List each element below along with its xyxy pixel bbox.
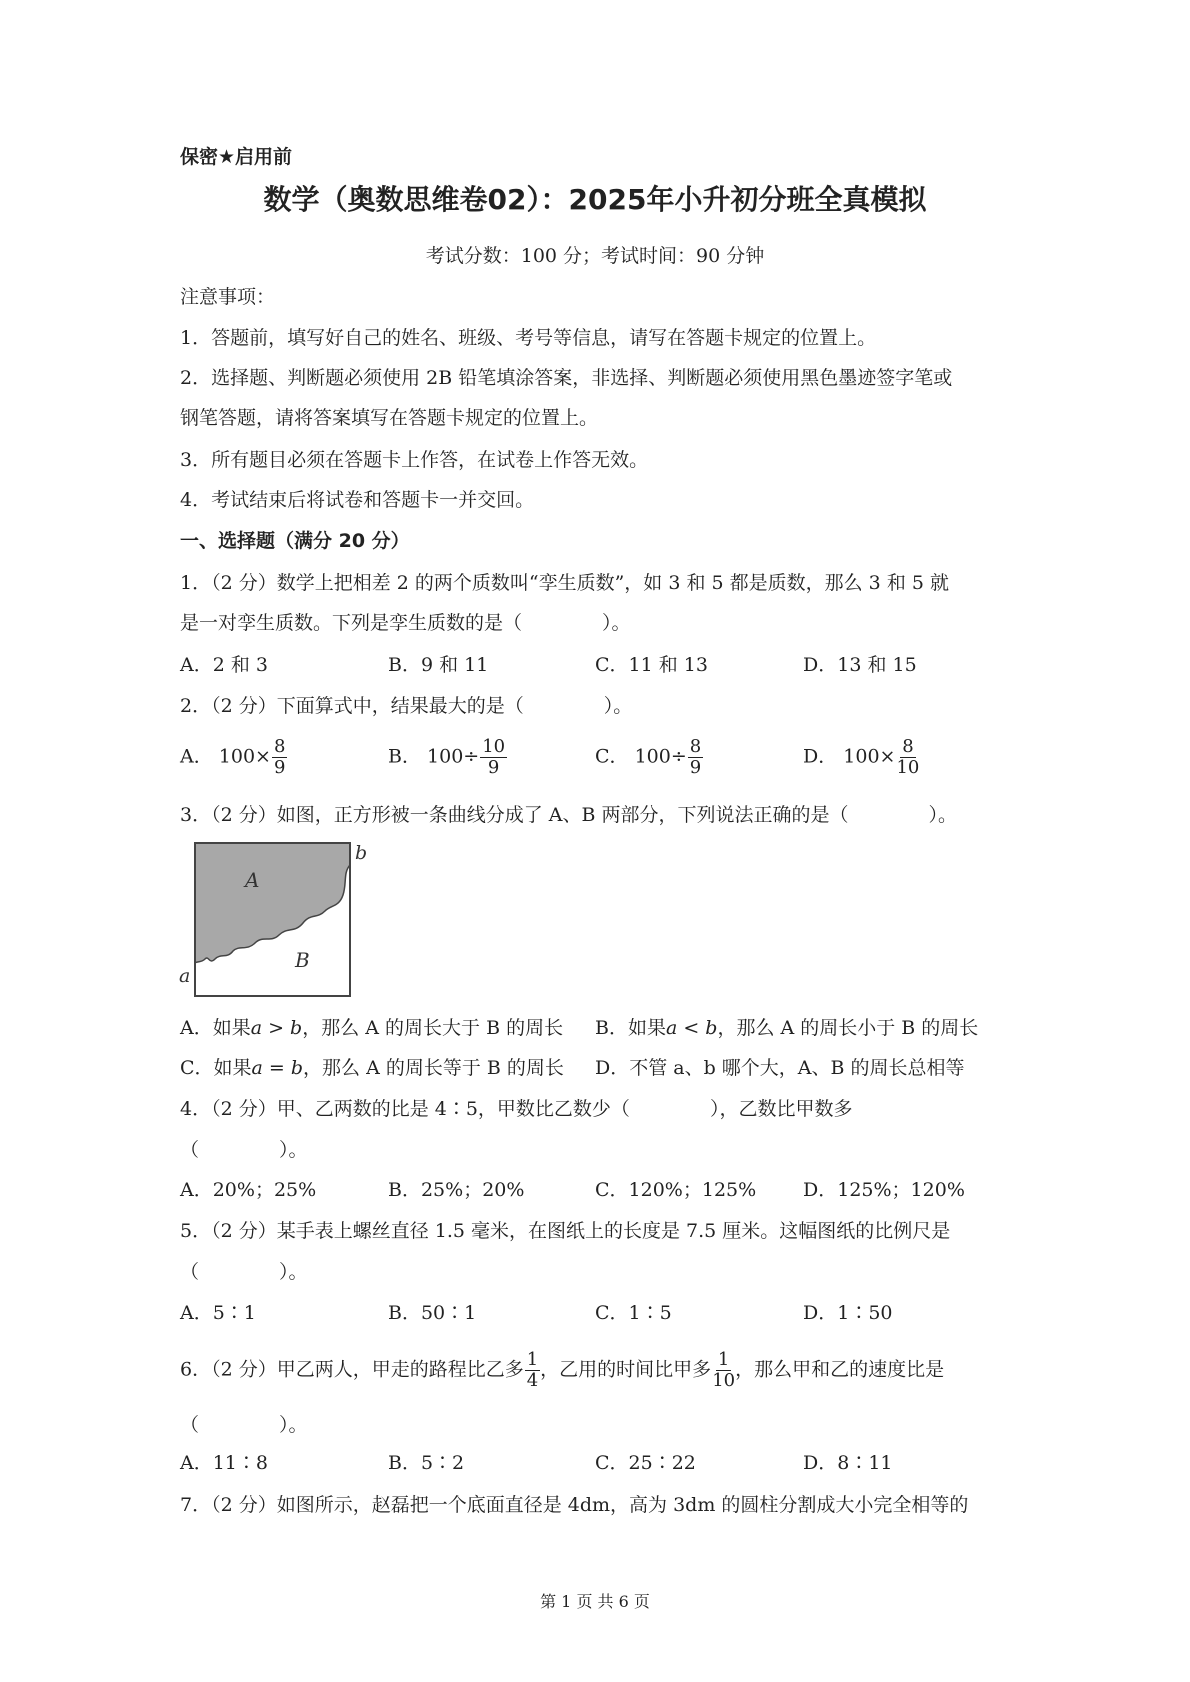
option-b: B．9 和 11 <box>388 654 489 676</box>
option-b: B．如果a < b，那么 A 的周长小于 B 的周长 <box>595 1017 979 1039</box>
option-d: D． 100× $\frac{8}{10}$ <box>803 736 920 778</box>
question-1: 1．（2 分）数学上把相差 2 的两个质数叫“孪生质数”，如 3 和 5 都是质数，那么 3 和 5 就 <box>180 572 949 594</box>
exam-info: 考试分数：100 分；考试时间：90 分钟 <box>425 245 765 267</box>
question-5-cont: （ ）。 <box>180 1261 308 1283</box>
page-title: 数学（奥数思维卷02）：2025年小升初分班全真模拟 <box>263 183 927 216</box>
option-a: A．11∶8 <box>180 1452 268 1474</box>
question-6-cont: （ ）。 <box>180 1414 308 1436</box>
option-b: B．25%；20% <box>388 1179 525 1201</box>
option-c: C．如果a = b，那么 A 的周长等于 B 的周长 <box>180 1057 564 1079</box>
option-c: C．120%；125% <box>595 1179 757 1201</box>
option-c: C．11 和 13 <box>595 654 708 676</box>
question-2: 2．（2 分）下面算式中，结果最大的是（ ）。 <box>180 695 633 717</box>
section-heading: 一、选择题（满分 20 分） <box>180 530 410 552</box>
option-c: C．25∶22 <box>595 1452 696 1474</box>
option-d: D．8∶11 <box>803 1452 893 1474</box>
page-footer: 第 1 页 共 6 页 <box>540 1592 650 1611</box>
question-6: 6．（2 分）甲乙两人，甲走的路程比乙多 $\frac{1}{4}$ ，乙用的时间比甲多 $\frac{1}{10}$ ，那么甲和乙的速度比是 <box>180 1349 945 1391</box>
length-a-label: a <box>179 965 191 987</box>
note-item: 3．所有题目必须在答题卡上作答，在试卷上作答无效。 <box>180 449 649 471</box>
option-b: B． 100÷ $\frac{10}{9}$ <box>388 736 506 778</box>
question-4-cont: （ ）。 <box>180 1139 308 1161</box>
length-b-label: b <box>355 842 368 864</box>
option-b: B．5∶2 <box>388 1452 465 1474</box>
option-d: D．1∶50 <box>803 1302 893 1324</box>
option-d: D．不管 a、b 哪个大，A、B 的周长总相等 <box>595 1057 965 1079</box>
option-b: B．50∶1 <box>388 1302 477 1324</box>
note-item: 钢笔答题，请将答案填写在答题卡规定的位置上。 <box>180 407 599 429</box>
note-item: 2．选择题、判断题必须使用 2B 铅笔填涂答案，非选择、判断题必须使用黑色墨迹签字笔或 <box>180 367 953 389</box>
region-a-label: A <box>245 868 260 892</box>
note-item: 4．考试结束后将试卷和答题卡一并交回。 <box>180 489 535 511</box>
question-3: 3．（2 分）如图，正方形被一条曲线分成了 A、B 两部分，下列说法正确的是（ ）。 <box>180 804 957 826</box>
option-c: C． 100÷ $\frac{8}{9}$ <box>595 736 702 778</box>
option-a: A．5∶1 <box>180 1302 256 1324</box>
option-a: A．如果a > b，那么 A 的周长大于 B 的周长 <box>180 1017 564 1039</box>
option-a: A．20%；25% <box>180 1179 317 1201</box>
option-c: C．1∶5 <box>595 1302 672 1324</box>
note-item: 1．答题前，填写好自己的姓名、班级、考号等信息，请写在答题卡规定的位置上。 <box>180 327 877 349</box>
square-curve-figure <box>175 835 375 1010</box>
question-7: 7．（2 分）如图所示，赵磊把一个底面直径是 4dm，高为 3dm 的圆柱分割成大小完全相等的 <box>180 1494 969 1516</box>
question-5: 5．（2 分）某手表上螺丝直径 1.5 毫米，在图纸上的长度是 7.5 厘米。这幅图纸的比例尺是 <box>180 1220 951 1242</box>
region-b-label: B <box>295 948 310 972</box>
option-d: D．125%；120% <box>803 1179 965 1201</box>
option-a: A． 100× $\frac{8}{9}$ <box>180 736 286 778</box>
question-4: 4．（2 分）甲、乙两数的比是 4∶5，甲数比乙数少（ ），乙数比甲数多 <box>180 1098 853 1120</box>
question-1-cont: 是一对孪生质数。下列是孪生质数的是（ ）。 <box>180 612 631 634</box>
option-a: A．2 和 3 <box>180 654 268 676</box>
notes-heading: 注意事项： <box>180 286 276 308</box>
option-d: D．13 和 15 <box>803 654 917 676</box>
confidential-label: 保密★启用前 <box>180 146 293 168</box>
